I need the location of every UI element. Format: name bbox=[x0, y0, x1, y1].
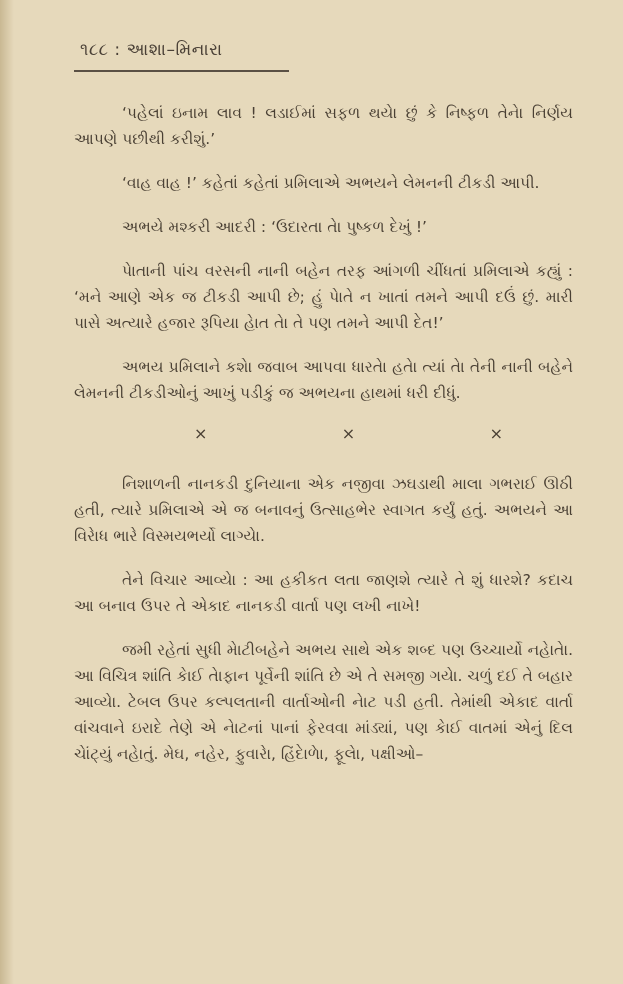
page-body bbox=[74, 100, 573, 767]
paragraph-2: ‘વાહ વાહ !’ કહેતાં કહેતાં પ્રમિલાએ અભયને લેમનની ટીકડી આપી. bbox=[122, 174, 540, 192]
header-rule bbox=[74, 70, 289, 72]
separator-mark: × bbox=[489, 424, 503, 443]
paragraph-3: અભયે મશ્કરી આદરી : ‘ઉદારતા તેા પુષ્કળ દેખું !’ bbox=[122, 218, 427, 236]
paragraph-8: જમી રહેતાં સુધી મેાટીબહેને અભય સાથે એક શબ્દ પણ ઉચ્ચાર્યો નહેાતેા. આ વિચિત્ર શાંતિ કેાઈ તેાફાન પૂર્વેની શાંતિ છે એ તે સમજી ગયેા. ચળું દઈ તે બહાર આવ્યેા. ટેબલ ઉપર કલ્પલતાની વાર્તાઓની નેાટ પડી હતી. તેમાંથી એકાદ વાર્તા વાંચવાને ઇરાદે તેણે એ નેાટનાં પાનાં ફેરવવા માંડ્યાં, પણ કેાઈ વાતમાં એનું દિલ ચેાંટ્યું નહેાતું. મેઘ, નહેર, ફુવારેા, હિંદેાળેા, ફૂલેા, પક્ષીઓ– bbox=[74, 641, 573, 763]
separator-mark: × bbox=[194, 424, 208, 443]
separator-mark: × bbox=[341, 424, 356, 443]
paragraph-7: તેને વિચાર આવ્યેા : આ હકીકત લતા જાણશે ત્યારે તે શું ધારશે? કદાચ આ બનાવ ઉપર તે એકાદ નાનકડી વાર્તા પણ લખી નાખે! bbox=[74, 571, 573, 615]
paragraph-4: પેાતાની પાંચ વરસની નાની બહેન તરફ આંગળી ચીંધતાં પ્રમિલાએ કહ્યું : ‘મને આણે એક જ ટીકડી આપી છે; હું પેાતે ન ખાતાં તમને આપી દઉં છું. મારી પાસે અત્યારે હજાર રૂપિયા હેાત તેા તે પણ તમને આપી દેત!’ bbox=[74, 262, 573, 332]
paragraph-6: નિશાળની નાનકડી દુનિયાના એક નજીવા ઝઘડાથી માલા ગભરાઈ ઊઠી હતી, ત્યારે પ્રમિલાએ એ જ બનાવનું ઉત્સાહભેર સ્વાગત કર્યું હતું. અભયને આ વિરેાધ ભારે વિસ્મયભર્યો લાગ્યેા. bbox=[74, 475, 573, 545]
paragraph-1: ‘પહેલાં ઇનામ લાવ ! લડાઈમાં સફળ થયેા છું કે નિષ્ફળ તેનેા નિર્ણય આપણે પછીથી કરીશું.’ bbox=[74, 104, 573, 148]
section-separator bbox=[74, 424, 573, 443]
page-header: ૧૮૮ : આશા–મિનારા bbox=[80, 40, 223, 60]
paragraph-5: અભય પ્રમિલાને કશેા જવાબ આપવા ધારતેા હતેા ત્યાં તેા તેની નાની બહેને લેમનની ટીકડીઓનું આખું પડીકું જ અભયના હાથમાં ધરી દીધું. bbox=[74, 358, 573, 402]
